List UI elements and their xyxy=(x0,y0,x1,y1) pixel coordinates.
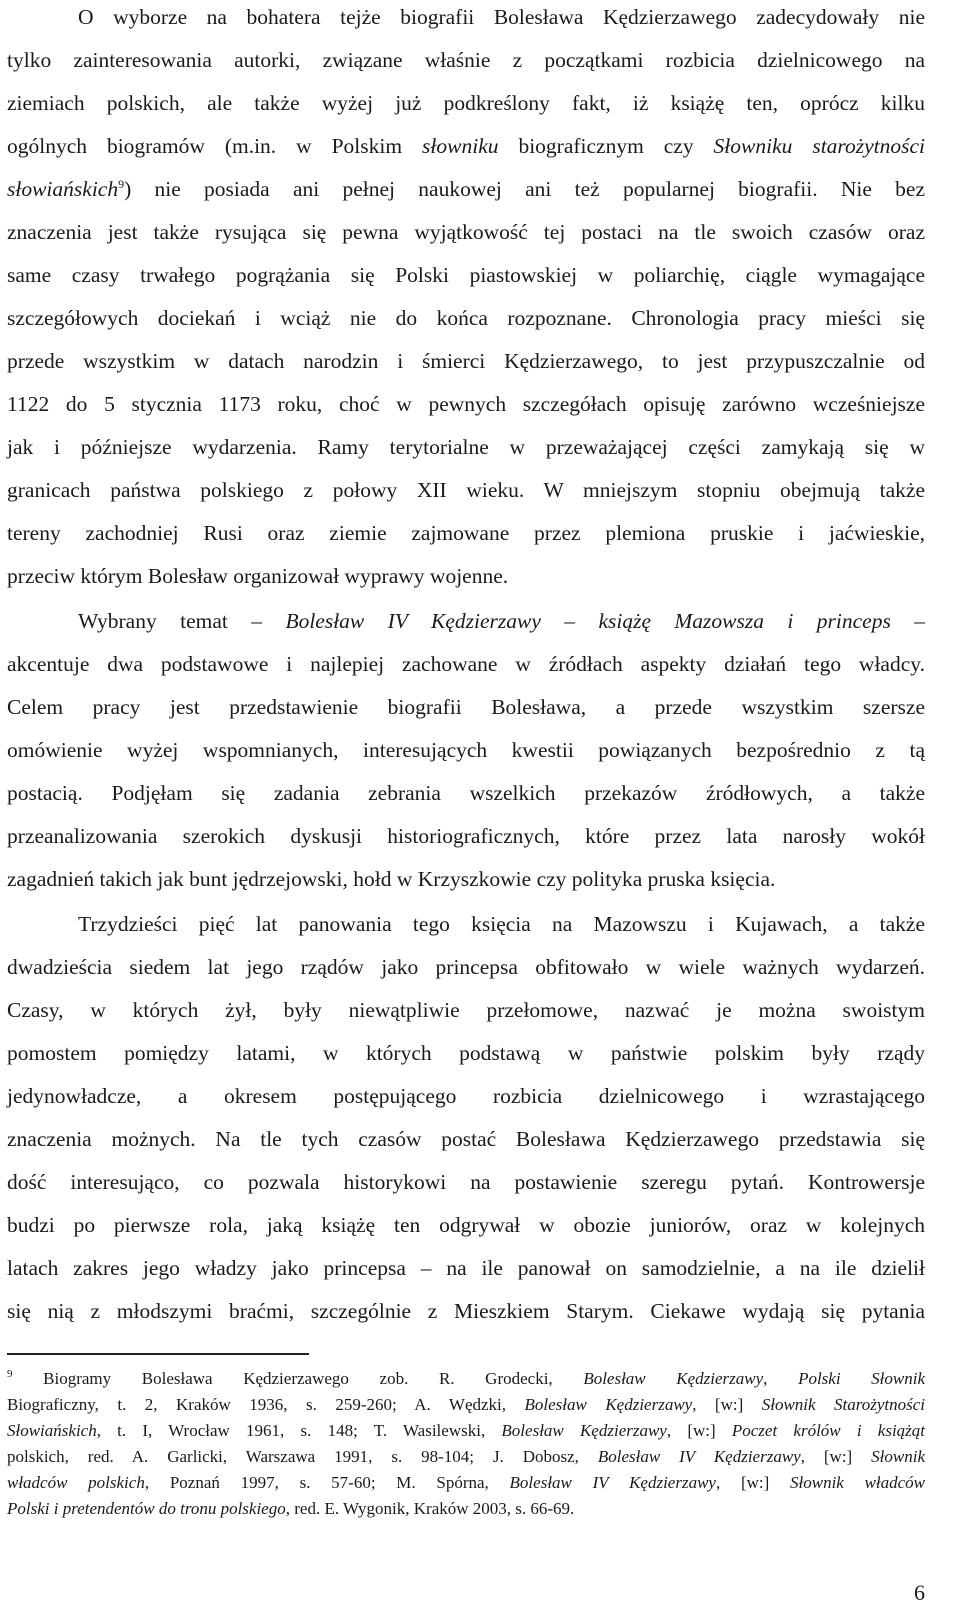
footnote-line-3: Słowiańskich, t. I, Wrocław 1961, s. 148; T. Wasilewski, Bolesław Kędzierzawy, [w:] Poczet królów i książąt xyxy=(7,1421,926,1440)
paragraph-1-line-5: słowiańskich$^9$) nie posiada ani pełnej naukowej ani też popularnej biografii. Nie bez xyxy=(7,177,925,201)
footnote-line-4: polskich, red. A. Garlicki, Warszawa 1991, s. 98-104; J. Dobosz, Bolesław IV Kędzierzawy, [w:] Słownik xyxy=(7,1447,925,1466)
paragraph-1-line-3: ziemiach polskich, ale także wyżej już podkreślony fakt, iż książę ten, oprócz kilku xyxy=(7,91,925,115)
footnote-reference-9[interactable]: 9 xyxy=(118,177,125,191)
paragraph-1-line-6: znaczenia jest także rysująca się pewna wyjątkowość tej postaci na tle swoich czasów oraz xyxy=(7,220,925,244)
page-number: 6 xyxy=(914,1580,925,1605)
paragraph-1-line-12: granicach państwa polskiego z połowy XII wieku. W mniejszym stopniu obejmują także xyxy=(7,478,925,502)
paragraph-2-line-6: przeanalizowania szerokich dyskusji historiograficznych, które przez lata narosły wokół xyxy=(7,824,925,848)
footnote-line-6: Polski i pretendentów do tronu polskiego, red. E. Wygonik, Kraków 2003, s. 66-69. xyxy=(7,1499,575,1518)
footnote-line-1: $^9$ Biogramy Bolesława Kędzierzawego zob. R. Grodecki, Bolesław Kędzierzawy, Polski Słownik xyxy=(7,1368,926,1388)
footnote-marker: 9 xyxy=(7,1368,13,1380)
paragraph-2-line-4: omówienie wyżej wspomnianych, interesujących kwestii powiązanych bezpośrednio z tą xyxy=(7,738,925,762)
paragraph-3-line-1: Trzydzieści pięć lat panowania tego księcia na Mazowszu i Kujawach, a także xyxy=(78,912,925,936)
paragraph-3-line-5: jedynowładcze, a okresem postępującego rozbicia dzielnicowego i wzrastającego xyxy=(7,1084,925,1108)
paragraph-3-line-7: dość interesująco, co pozwala historykowi na postawienie szeregu pytań. Kontrowersje xyxy=(7,1170,925,1194)
paragraph-3-line-2: dwadzieścia siedem lat jego rządów jako princepsa obfitowało w wiele ważnych wydarzeń. xyxy=(7,955,925,979)
paragraph-1-line-13: tereny zachodniej Rusi oraz ziemie zajmowane przez plemiona pruskie i jaćwieskie, xyxy=(7,521,925,545)
paragraph-2-line-1: Wybrany temat – Bolesław IV Kędzierzawy – książę Mazowsza i princeps – xyxy=(78,609,925,633)
paragraph-1-line-1: O wyborze na bohatera tejże biografii Bolesława Kędzierzawego zadecydowały nie xyxy=(78,5,925,29)
paragraph-3-line-10: się nią z młodszymi braćmi, szczególnie z Mieszkiem Starym. Ciekawe wydają się pytania xyxy=(7,1299,925,1323)
paragraph-2-line-5: postacią. Podjęłam się zadania zebrania wszelkich przekazów źródłowych, a także xyxy=(7,781,925,805)
paragraph-3-line-8: budzi po pierwsze rola, jaką książę ten odgrywał w obozie juniorów, oraz w kolejnych xyxy=(7,1213,925,1237)
paragraph-2-line-7: zagadnień takich jak bunt jędrzejowski, hołd w Krzyszkowie czy polityka pruska księcia. xyxy=(7,867,776,891)
paragraph-1-line-9: przede wszystkim w datach narodzin i śmierci Kędzierzawego, to jest przypuszczalnie od xyxy=(7,349,925,373)
paragraph-1-line-14: przeciw którym Bolesław organizował wyprawy wojenne. xyxy=(7,564,509,588)
paragraph-1-line-11: jak i późniejsze wydarzenia. Ramy terytorialne w przeważającej części zamykają się w xyxy=(7,435,925,459)
paragraph-1-line-2: tylko zainteresowania autorki, związane właśnie z początkami rozbicia dzielnicowego na xyxy=(7,48,925,72)
paragraph-3-line-6: znaczenia możnych. Na tle tych czasów postać Bolesława Kędzierzawego przedstawia się xyxy=(7,1127,925,1151)
footnote-line-5: władców polskich, Poznań 1997, s. 57-60; M. Spórna, Bolesław IV Kędzierzawy, [w:] Słownik władców xyxy=(7,1473,926,1492)
paragraph-3-line-3: Czasy, w których żył, były niewątpliwie przełomowe, nazwać je można swoistym xyxy=(7,998,925,1022)
paragraph-3-line-9: latach zakres jego władzy jako princepsa – na ile panował on samodzielnie, a na ile dzielił xyxy=(7,1256,925,1280)
footnote-line-2: Biograficzny, t. 2, Kraków 1936, s. 259-260; A. Wędzki, Bolesław Kędzierzawy, [w:] Słownik Starożytności xyxy=(7,1395,925,1414)
paragraph-1-line-4: ogólnych biogramów (m.in. w Polskim słowniku biograficznym czy Słowniku starożytności xyxy=(7,134,925,158)
footnote-separator xyxy=(7,1353,309,1355)
paragraph-1-line-8: szczegółowych dociekań i wciąż nie do końca rozpoznane. Chronologia pracy mieści się xyxy=(7,306,925,330)
paragraph-1-line-10: 1122 do 5 stycznia 1173 roku, choć w pewnych szczegółach opisuję zarówno wcześniejsze xyxy=(7,392,925,416)
paragraph-3-line-4: pomostem pomiędzy latami, w których podstawą w państwie polskim były rządy xyxy=(7,1041,925,1065)
paragraph-1-line-7: same czasy trwałego pogrążania się Polski piastowskiej w poliarchię, ciągle wymagające xyxy=(7,263,925,287)
paragraph-2-line-2: akcentuje dwa podstawowe i najlepiej zachowane w źródłach aspekty działań tego władcy. xyxy=(7,652,925,676)
paragraph-2-line-3: Celem pracy jest przedstawienie biografii Bolesława, a przede wszystkim szersze xyxy=(7,695,925,719)
